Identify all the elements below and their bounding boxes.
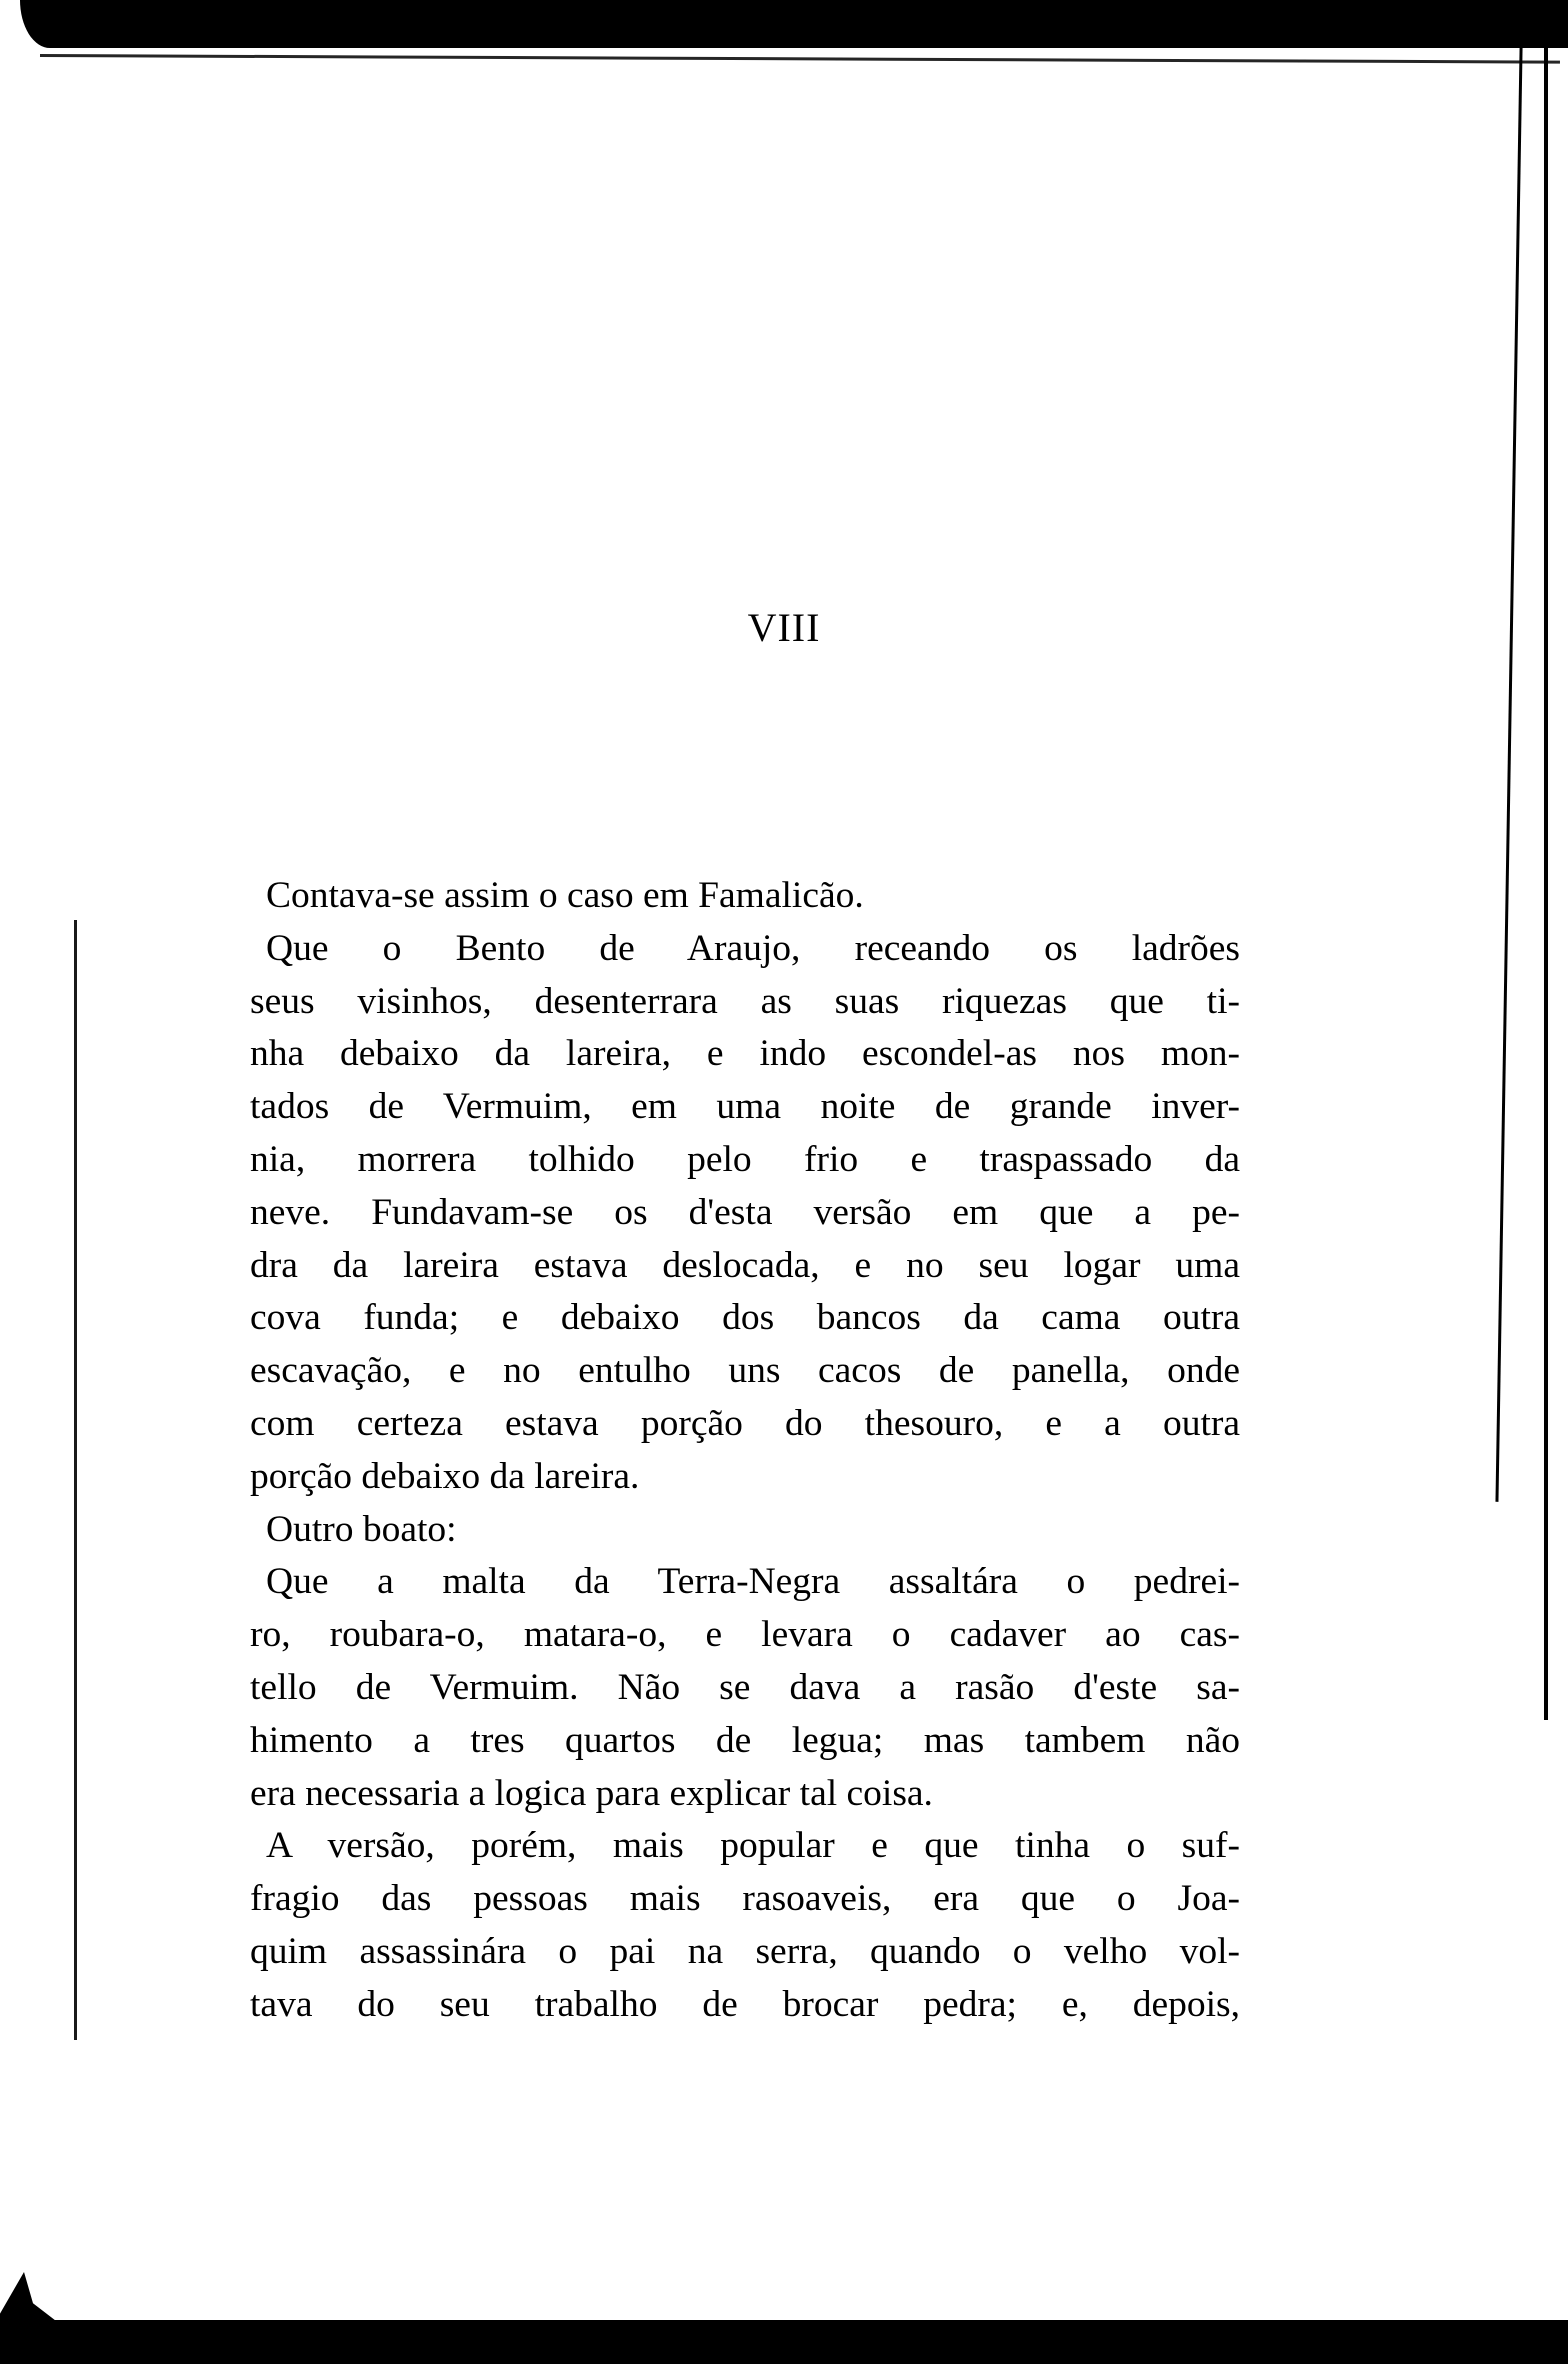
- text-line: Outro boato:: [266, 1508, 457, 1550]
- text-line: seus visinhos, desenterrara as suas riquezas que ti-: [250, 980, 1240, 1022]
- text-line: nha debaixo da lareira, e indo escondel-as nos mon-: [250, 1033, 1240, 1075]
- text-line: fragio das pessoas mais rasoaveis, era que o Joa-: [250, 1878, 1240, 1920]
- text-line: tados de Vermuim, em uma noite de grande inver-: [250, 1086, 1240, 1128]
- body-text: [250, 870, 1240, 2032]
- text-line: tava do seu trabalho de brocar pedra; e, depois,: [250, 1983, 1240, 2025]
- text-line: neve. Fundavam-se os d'esta versão em que a pe-: [250, 1191, 1240, 1233]
- text-line: Contava-se assim o caso em Famalicão.: [266, 875, 864, 916]
- text-line: tello de Vermuim. Não se dava a rasão d'este sa-: [250, 1666, 1240, 1708]
- text-line: Que a malta da Terra-Negra assaltára o pedrei-: [266, 1561, 1240, 1603]
- scan-edge-line-right: [1544, 20, 1548, 1720]
- scan-corner-bottom-left: [0, 2272, 60, 2324]
- text-line: era necessaria a logica para explicar tal coisa.: [250, 1772, 933, 1814]
- text-line: nia, morrera tolhido pelo frio e traspassado da: [250, 1138, 1240, 1180]
- scan-edge-line-left: [74, 920, 77, 2040]
- text-line: quim assassinára o pai na serra, quando o velho vol-: [250, 1930, 1240, 1972]
- text-line: himento a tres quartos de legua; mas tambem não: [250, 1719, 1240, 1761]
- text-line: porção debaixo da lareira.: [250, 1455, 640, 1497]
- chapter-heading: VIII: [747, 605, 821, 650]
- scan-page-edge-right: [1495, 22, 1523, 1502]
- text-line: cova funda; e debaixo dos bancos da cama outra: [250, 1297, 1240, 1339]
- scan-border-bottom: [0, 2320, 1568, 2364]
- text-line: escavação, e no entulho uns cacos de panella, onde: [250, 1350, 1240, 1392]
- text-line: dra da lareira estava deslocada, e no seu logar uma: [250, 1244, 1240, 1286]
- scan-border-top: [20, 0, 1568, 48]
- text-line: A versão, porém, mais popular e que tinha o suf-: [266, 1825, 1240, 1867]
- text-line: Que o Bento de Araujo, receando os ladrões: [266, 927, 1240, 969]
- text-line: ro, roubara-o, matara-o, e levara o cadaver ao cas-: [250, 1614, 1240, 1656]
- text-line: com certeza estava porção do thesouro, e a outra: [250, 1402, 1240, 1444]
- scan-edge-line-top: [40, 54, 1560, 64]
